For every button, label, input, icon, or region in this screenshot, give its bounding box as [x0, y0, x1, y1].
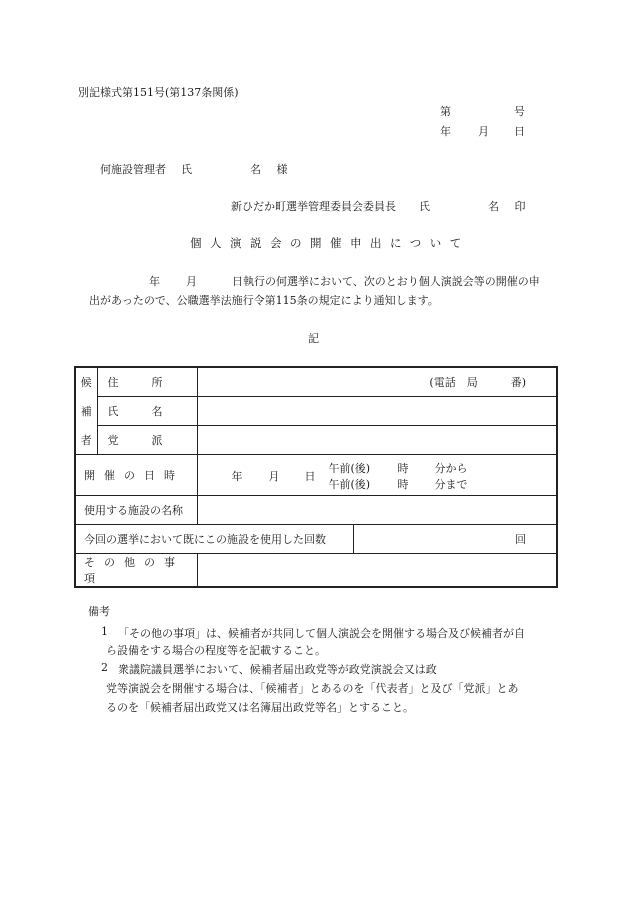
address-field[interactable]	[197, 367, 557, 397]
name-field[interactable]	[197, 397, 557, 426]
dt-year: 年	[231, 470, 243, 483]
note-2-line-2: 党等演説会を開催する場合は、「候補者」とあるのを「代表者」と及び「党派」とあ	[106, 682, 519, 695]
dt-ampm-start: 午前(後)	[328, 462, 371, 475]
name-label: 氏 名	[97, 397, 197, 426]
dt-month: 月	[268, 470, 280, 483]
dt-minute-start: 分から	[434, 462, 468, 475]
usage-count-field[interactable]	[353, 525, 557, 554]
candidate-group-char-1: 候	[75, 367, 97, 397]
addressee-suffix: 名 様	[250, 163, 294, 176]
party-label: 党 派	[97, 426, 197, 455]
sender-suffix: 名 印	[488, 200, 532, 213]
candidate-group-char-3: 者	[75, 426, 97, 455]
datetime-label: 開催の日時	[75, 455, 197, 496]
datetime-field[interactable]	[197, 455, 557, 496]
phone-text: (電話 局 番)	[429, 376, 526, 389]
body-line2: 出があったので、公職選挙法施行令第115条の規定により通知します。	[89, 294, 439, 307]
party-field[interactable]	[197, 426, 557, 455]
body-line1: 日執行の何選挙において、次のとおり個人演説会等の開催の申	[232, 275, 540, 288]
notes-heading: 備考	[88, 605, 110, 618]
addressee-name-label: 氏	[181, 163, 192, 176]
document-title: 個人演説会の開催申出について	[190, 236, 470, 250]
note-2-line-3: るのを「候補者届出政党又は名簿届出政党等名」とすること。	[106, 701, 414, 714]
body-year: 年	[149, 275, 160, 288]
sender-name-label: 氏	[419, 200, 430, 213]
dt-ampm-end: 午前(後)	[328, 478, 371, 491]
usage-count-label: 今回の選挙において既にこの施設を使用した回数	[75, 525, 353, 554]
ki-label: 記	[308, 332, 319, 345]
body-month: 月	[186, 275, 197, 288]
date-month-label: 月	[478, 125, 489, 138]
candidate-group-char-2: 補	[75, 397, 97, 426]
date-day-label: 日	[514, 125, 525, 138]
note-1-line-1: 「その他の事項」は、候補者が共同して個人演説会を開催する場合及び候補者が自	[118, 627, 525, 640]
dt-minute-end: 分まで	[434, 478, 468, 491]
note-1-number: 1	[101, 625, 108, 638]
note-1-line-2: ら設備をする場合の程度等を記載すること。	[106, 644, 326, 657]
facility-label: 使用する施設の名称	[75, 496, 197, 525]
note-2-line-1: 衆議院議員選挙において、候補者届出政党等が政党演説会又は政	[118, 663, 437, 676]
addressee-title: 何施設管理者	[100, 163, 166, 176]
dt-hour-start: 時	[397, 462, 409, 475]
application-table	[74, 366, 558, 588]
date-year-label: 年	[440, 125, 451, 138]
other-matters-label: その他の事項	[75, 554, 197, 588]
note-2-number: 2	[101, 661, 108, 674]
dt-hour-end: 時	[397, 478, 409, 491]
other-matters-field[interactable]	[197, 554, 557, 588]
facility-field[interactable]	[197, 496, 557, 525]
form-number: 別記様式第151号(第137条関係)	[78, 86, 239, 99]
number-label-prefix: 第	[440, 105, 451, 118]
sender-title: 新ひだか町選挙管理委員会委員長	[231, 200, 396, 213]
address-label: 住 所	[97, 367, 197, 397]
dt-day: 日	[304, 470, 316, 483]
usage-unit: 回	[515, 533, 526, 546]
number-label-suffix: 号	[514, 105, 525, 118]
